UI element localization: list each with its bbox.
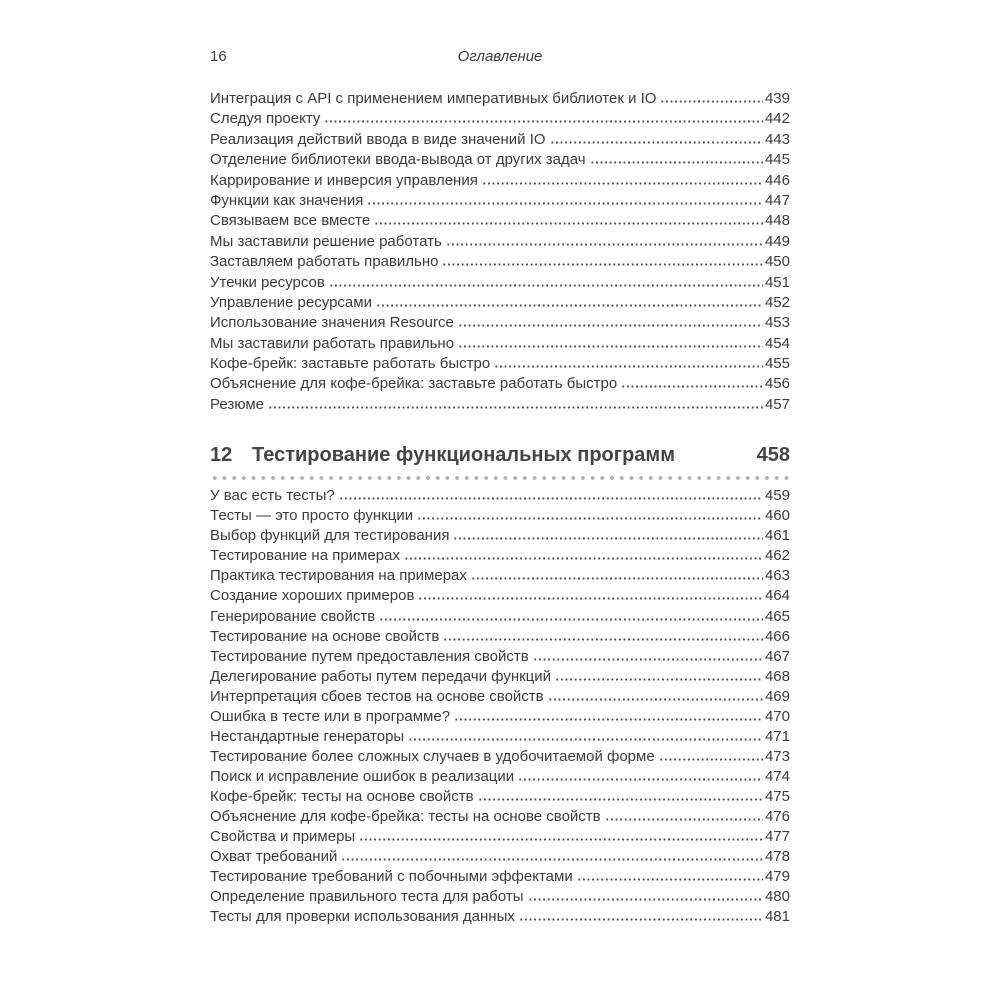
dot-leader [417,507,763,520]
toc-entry-title: Мы заставили работать правильно [210,334,455,352]
dot-leader [408,728,763,741]
toc-entry [210,131,790,151]
toc-entry-page: 445 [764,151,790,169]
toc-entry-page: 474 [764,767,790,785]
toc-entry-page: 464 [764,587,790,605]
toc-entry [210,212,790,232]
toc-entry-title: Тестирование на основе свойств [210,627,440,645]
chapter-page-number: 458 [756,444,790,467]
toc-entry-page: 450 [764,253,790,271]
toc-entry-title: Реализация действий ввода в виде значений IO [210,130,546,148]
toc-entry [210,314,790,334]
chapter-heading [210,442,790,468]
toc-entry [210,253,790,273]
toc-entry-page: 479 [764,868,790,886]
dot-leader [404,547,763,560]
dot-leader [659,748,763,761]
toc-entry [210,567,790,587]
toc-entry-page: 459 [764,487,790,505]
running-head: Оглавление [457,48,543,65]
toc-entry-page: 471 [764,727,790,745]
chapter-title: Тестирование функциональных программ [252,444,676,467]
dot-leader [379,608,763,621]
toc-entry [210,848,790,868]
toc-entry-page: 465 [764,607,790,625]
toc-entry-page: 466 [764,627,790,645]
dot-leader [453,527,763,540]
dot-leader [528,888,763,901]
toc-entry [210,728,790,748]
dot-leader [359,828,763,841]
toc-entry-page: 455 [764,355,790,373]
dot-leader [482,172,763,185]
dot-leader [442,253,762,266]
toc-entry-page: 460 [764,507,790,525]
toc-entry-page: 461 [764,527,790,545]
dot-leader [443,628,763,641]
toc-entry-page: 449 [764,232,790,250]
toc-entry-title: Тесты для проверки использования данных [210,908,515,926]
toc-entry-title: Ошибка в тесте или в программе? [210,707,451,725]
dot-leader [446,233,763,246]
toc-entry-title: Интеграция с API с применением императивных библиотек и IO [210,90,657,107]
toc-entry [210,768,790,788]
toc-entry-title: Управление ресурсами [210,293,372,311]
toc-entry [210,908,790,928]
dot-leader [550,131,763,144]
toc-entry-title: Практика тестирования на примерах [210,567,467,585]
toc-entry-page: 443 [764,130,790,148]
toc-entry-title: Следуя проекту [210,110,321,128]
toc-entry [210,828,790,848]
toc-entry [210,888,790,908]
dotted-separator [210,475,790,481]
dot-leader [590,151,763,164]
toc-entry [210,668,790,688]
toc-entry [210,808,790,828]
toc-entry [210,708,790,728]
toc-entry [210,274,790,294]
toc-entry-page: 481 [764,908,790,926]
toc-entry-page: 476 [764,808,790,825]
dot-leader [418,587,763,600]
toc-entry-title: Охват требований [210,848,338,866]
toc-entry-title: Интерпретация сбоев тестов на основе свойств [210,687,544,705]
toc-entry-page: 477 [764,828,790,846]
toc-page [210,48,790,928]
toc-entry-page: 456 [764,375,790,393]
toc-entry-page: 454 [764,334,790,352]
toc-entry [210,587,790,607]
toc-entry [210,648,790,668]
toc-entry-title: Тесты — это просто функции [210,507,414,525]
toc-entry-page: 480 [764,888,790,906]
toc-entry-title: Функции как значения [210,191,364,209]
toc-entry-page: 478 [764,848,790,866]
dot-leader [339,487,763,500]
toc-entry [210,294,790,314]
toc-entry-title: Резюме [210,395,264,413]
toc-entry-title: Использование значения Resource [210,314,454,332]
toc-entry [210,192,790,212]
toc-entry-title: Делегирование работы путем передачи функций [210,667,552,685]
toc-entry-page: 442 [764,110,790,128]
toc-entry-page: 463 [764,567,790,585]
page-number: 16 [210,48,227,65]
dot-leader [458,335,763,348]
toc-entry-title: Кофе-брейк: тесты на основе свойств [210,787,474,805]
toc-entry-title: Генерирование свойств [210,607,376,625]
toc-entry-title: Выбор функций для тестирования [210,527,450,545]
toc-entry-title: Поиск и исправление ошибок в реализации [210,767,515,785]
toc-entry [210,608,790,628]
toc-entry [210,628,790,648]
toc-entry-title: Тестирование требований с побочными эффектами [210,868,573,886]
toc-entry [210,396,790,416]
dot-leader [621,375,763,388]
toc-entry-page: 453 [764,314,790,332]
dot-leader [454,708,763,721]
toc-entry [210,355,790,375]
toc-entry-title: Утечки ресурсов [210,273,325,291]
dot-leader [605,808,763,821]
dot-leader [458,314,763,327]
toc-entry-title: Тестирование более сложных случаев в удобочитаемой форме [210,747,655,765]
toc-entry-title: Связываем все вместе [210,212,371,230]
toc-entry [210,487,790,507]
dot-leader [577,868,763,881]
toc-entry [210,547,790,567]
toc-entry-title: Каррирование и инверсия управления [210,171,478,189]
dot-leader [494,355,763,368]
toc-entry-page: 475 [764,787,790,805]
toc-entry-page: 451 [764,273,790,291]
dot-leader [660,90,763,103]
toc-entry-page: 447 [764,191,790,209]
toc-entry-page: 457 [764,395,790,413]
toc-entry [210,868,790,888]
dot-leader [341,848,763,861]
toc-entry-title: Объяснение для кофе-брейка: тесты на основе свойств [210,808,601,825]
toc-entry-page: 462 [764,547,790,565]
toc-entry-title: Отделение библиотеки ввода-вывода от других задач [210,151,586,169]
toc-entry-title: Нестандартные генераторы [210,727,405,745]
toc-entry-title: Объяснение для кофе-брейка: заставьте работать быстро [210,375,618,393]
toc-entry-page: 467 [764,647,790,665]
toc-entry-page: 448 [764,212,790,230]
dot-leader [367,192,763,205]
toc-entry-title: Тестирование на примерах [210,547,400,565]
toc-entry-title: Мы заставили решение работать [210,232,442,250]
dot-leader [374,212,763,225]
toc-entry-page: 470 [764,707,790,725]
toc-entry [210,688,790,708]
chapter-number: 12 [210,444,233,467]
dot-leader [268,396,763,409]
toc-entry [210,90,790,110]
toc-entries-block-1 [210,90,790,416]
toc-entry [210,335,790,355]
toc-entry [210,507,790,527]
toc-entry-title: Кофе-брейк: заставьте работать быстро [210,355,491,373]
dot-leader [471,567,763,580]
toc-entry-title: Заставляем работать правильно [210,253,439,271]
dot-leader [518,768,763,781]
toc-entry-title: У вас есть тесты? [210,487,335,505]
toc-entry-title: Свойства и примеры [210,828,356,846]
dot-leader [519,908,763,921]
dot-leader [548,688,763,701]
toc-entry [210,151,790,171]
toc-entry [210,172,790,192]
toc-entry [210,110,790,130]
dot-leader [555,668,763,681]
toc-entry-title: Тестирование путем предоставления свойств [210,647,529,665]
dot-leader [478,788,763,801]
toc-entries-block-2 [210,487,790,928]
toc-entry [210,527,790,547]
dot-leader [329,274,763,287]
toc-entry [210,788,790,808]
toc-entry-page: 446 [764,171,790,189]
page-header [210,48,790,66]
toc-entry [210,375,790,395]
toc-entry-page: 468 [764,667,790,685]
toc-entry [210,233,790,253]
toc-entry [210,748,790,768]
dot-leader [324,110,763,123]
dot-leader [533,648,763,661]
toc-entry-page: 469 [764,687,790,705]
toc-entry-title: Создание хороших примеров [210,587,415,605]
toc-entry-page: 473 [764,747,790,765]
toc-entry-page: 439 [764,90,790,107]
toc-entry-title: Определение правильного теста для работы [210,888,524,906]
dot-leader [376,294,763,307]
toc-entry-page: 452 [764,293,790,311]
